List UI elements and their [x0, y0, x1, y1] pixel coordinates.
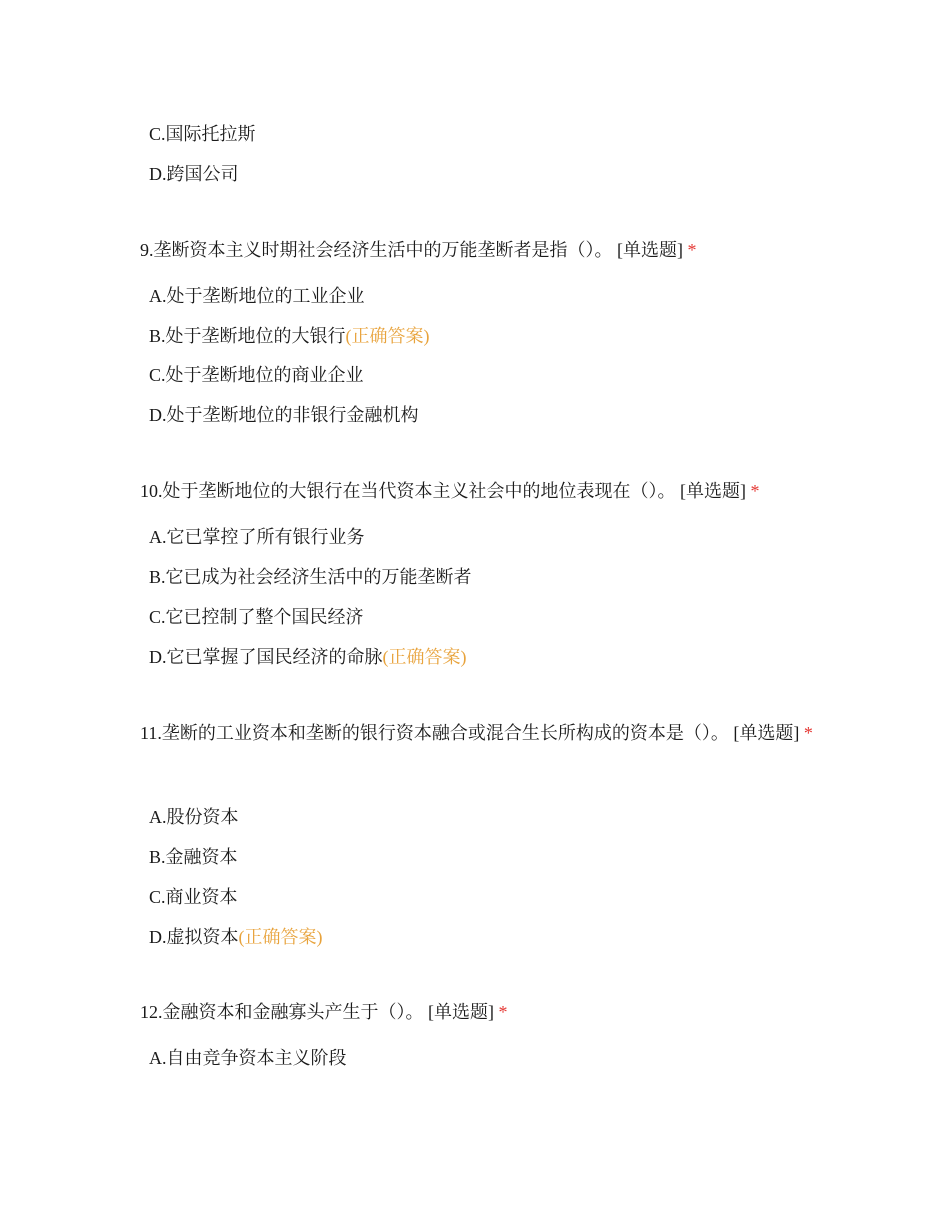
q10-option-c: C.它已控制了整个国民经济	[149, 607, 364, 627]
question-12	[140, 993, 820, 1031]
q9-option-d: D.处于垄断地位的非银行金融机构	[149, 405, 419, 425]
required-marker: *	[750, 481, 760, 501]
question-type: [单选题]	[428, 1002, 494, 1022]
q10-option-d	[149, 645, 467, 669]
question-9	[140, 231, 820, 269]
correct-answer-marker: (正确答案)	[382, 647, 467, 667]
question-11-text: 11.垄断的工业资本和垄断的银行资本融合或混合生长所构成的资本是（）。	[140, 723, 729, 743]
q11-option-d	[149, 925, 323, 949]
q9-option-c: C.处于垄断地位的商业企业	[149, 365, 364, 385]
option-text: B.处于垄断地位的大银行	[149, 326, 346, 346]
question-type: [单选题]	[733, 723, 800, 743]
option-text: D.它已掌握了国民经济的命脉	[149, 647, 383, 667]
q10-option-a: A.它已掌控了所有银行业务	[149, 527, 365, 547]
question-type: [单选题]	[680, 481, 746, 501]
option-d: D.跨国公司	[149, 164, 239, 184]
correct-answer-marker: (正确答案)	[345, 326, 430, 346]
q11-option-c: C.商业资本	[149, 887, 238, 907]
required-marker: *	[803, 723, 813, 743]
q12-option-a: A.自由竞争资本主义阶段	[149, 1048, 347, 1068]
question-12-text: 12.金融资本和金融寡头产生于（）。	[140, 1002, 424, 1022]
q11-option-b: B.金融资本	[149, 847, 238, 867]
required-marker: *	[498, 1002, 508, 1022]
correct-answer-marker: (正确答案)	[238, 927, 323, 947]
question-9-text: 9.垄断资本主义时期社会经济生活中的万能垄断者是指（）。	[140, 240, 613, 260]
q9-option-b	[149, 324, 430, 348]
q9-option-a: A.处于垄断地位的工业企业	[149, 286, 365, 306]
question-10	[140, 472, 820, 510]
option-text: D.虚拟资本	[149, 927, 239, 947]
q11-option-a: A.股份资本	[149, 807, 239, 827]
option-c: C.国际托拉斯	[149, 124, 256, 144]
question-10-text: 10.处于垄断地位的大银行在当代资本主义社会中的地位表现在（）。	[140, 481, 676, 501]
question-type: [单选题]	[617, 240, 683, 260]
question-11	[140, 714, 820, 752]
required-marker: *	[687, 240, 697, 260]
q10-option-b: B.它已成为社会经济生活中的万能垄断者	[149, 567, 472, 587]
